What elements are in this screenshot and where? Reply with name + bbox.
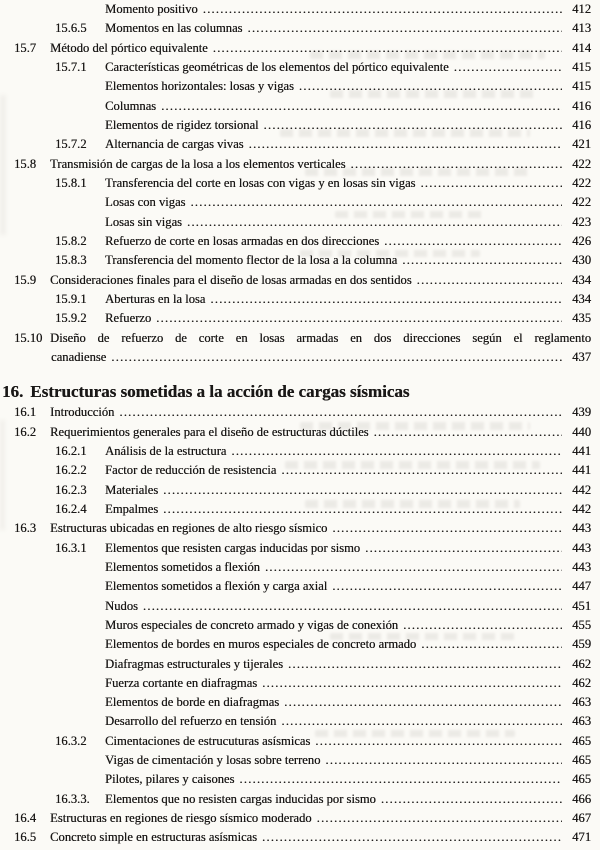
toc-entry (14, 99, 591, 118)
toc-dot-leader (231, 444, 562, 459)
toc-dot-leader (187, 215, 562, 230)
toc-entry-page: 415 (572, 79, 591, 94)
toc-dot-leader (210, 292, 562, 307)
toc-entry (14, 541, 591, 560)
toc-entry-page: 421 (572, 137, 591, 152)
toc-dot-leader (119, 405, 562, 420)
toc-dot-leader (161, 99, 562, 114)
toc-dot-leader (163, 502, 562, 517)
toc-entry (14, 195, 591, 214)
toc-entry-number: 16.1 (14, 405, 37, 420)
toc-entry-page: 462 (572, 656, 591, 671)
toc-entry (14, 830, 591, 849)
toc-entry-page: 412 (572, 2, 591, 16)
toc-entry-title: Transmisión de cargas de la losa a los elementos verticales (50, 156, 346, 171)
toc-entry-page: 442 (572, 482, 591, 497)
toc-entry-page: 443 (572, 521, 591, 536)
toc-dot-leader (417, 273, 562, 288)
toc-entry-number: 16.3 (14, 521, 37, 536)
toc-entry-title: Pilotes, pilares y caisones (105, 772, 235, 787)
toc-dot-leader (265, 560, 562, 575)
toc-entry (14, 234, 591, 253)
toc-dot-leader (384, 234, 562, 249)
toc-entry-number: 16.5 (14, 830, 37, 845)
toc-entry-title: Elementos horizontales: losas y vigas (105, 79, 294, 94)
toc-entry (14, 811, 591, 830)
toc-dot-leader (454, 60, 562, 75)
toc-entry-title: Requerimientos generales para el diseño de estructuras dúctiles (50, 424, 369, 439)
toc-dot-leader (420, 176, 562, 191)
toc-entry (14, 79, 591, 98)
toc-entry (14, 425, 591, 444)
toc-entry-number: 16.2.1 (55, 443, 87, 458)
toc-entry-page: 415 (572, 59, 591, 74)
toc-entry-page: 442 (572, 501, 591, 516)
toc-entry-number: 15.7.1 (55, 59, 87, 74)
chapter-title: Estructuras sometidas a la acción de cargas sísmicas (30, 382, 410, 402)
toc-entry-page: 462 (572, 675, 591, 690)
toc-entry (14, 714, 591, 733)
toc-entry-number: 15.8.1 (55, 175, 87, 190)
toc-entry-page: 441 (572, 443, 591, 458)
toc-entry-title: Vigas de cimentación y losas sobre terreno (105, 753, 321, 768)
toc-entry-title: Momentos en las columnas (105, 21, 243, 36)
toc-entry-number: 16.3.3. (55, 791, 90, 806)
toc-entry-title: Elementos de bordes en muros especiales de concreto armado (105, 637, 417, 652)
toc-entry-page: 426 (572, 233, 591, 248)
toc-entry-title: Losas sin vigas (105, 214, 182, 229)
toc-dot-leader (332, 579, 562, 594)
toc-dot-leader (325, 753, 562, 768)
toc-entry-title: Fuerza cortante en diafragmas (105, 675, 258, 690)
toc-dot-leader (315, 734, 562, 749)
toc-entry-title: Momento positivo (105, 2, 198, 16)
toc-dot-leader (262, 676, 562, 691)
toc-entry-page: 465 (572, 733, 591, 748)
toc-entry-page: 422 (572, 156, 591, 171)
toc-entry (14, 753, 591, 772)
toc-entry-title: Diseño de refuerzo de corte en losas armadas en dos direcciones según el reglamento (50, 330, 591, 345)
toc-entry-title: Factor de reducción de resistencia (105, 463, 277, 478)
toc-entry (14, 41, 591, 60)
toc-entry-title: Alternancia de cargas vivas (105, 137, 244, 152)
toc-dot-leader (281, 463, 562, 478)
toc-entry-title: canadiense (51, 349, 107, 364)
toc-dot-leader (374, 425, 562, 440)
toc-entry-number: 16.2 (14, 424, 37, 439)
toc-entry-title: Estructuras en regiones de riesgo sísmico moderado (50, 811, 312, 826)
toc-entry-number: 16.4 (14, 811, 37, 826)
toc-dot-leader (203, 2, 562, 17)
toc-entry-page: 435 (572, 311, 591, 326)
toc-entry-title: Nudos (105, 598, 138, 613)
toc-entry-number: 15.9 (14, 272, 37, 287)
toc-entry-page: 440 (572, 424, 591, 439)
toc-dot-leader (288, 657, 562, 672)
toc-entry-page: 434 (572, 272, 591, 287)
toc-entry (14, 618, 591, 637)
toc-dot-leader (365, 541, 562, 556)
toc-entry (14, 560, 591, 579)
toc-entry-list (2, 2, 591, 850)
toc-entry-page: 451 (572, 598, 591, 613)
toc-entry-number: 15.10 (14, 330, 43, 345)
toc-entry-title: Concreto simple en estructuras asísmicas (50, 830, 258, 845)
toc-entry (14, 521, 591, 540)
toc-entry (14, 273, 591, 292)
toc-entry (14, 253, 591, 272)
toc-entry-page: 434 (572, 291, 591, 306)
toc-entry (14, 215, 591, 234)
toc-dot-leader (421, 637, 562, 652)
toc-dot-leader (281, 714, 562, 729)
toc-entry-title: Análisis de la estructura (105, 443, 227, 458)
scan-artifact (0, 95, 6, 235)
toc-entry-page: 455 (572, 617, 591, 632)
toc-entry-page: 463 (572, 695, 591, 710)
toc-dot-leader (111, 350, 562, 365)
toc-entry (14, 792, 591, 811)
toc-entry-page: 414 (572, 40, 591, 55)
toc-entry-page: 466 (572, 791, 591, 806)
toc-dot-leader (299, 79, 562, 94)
toc-entry-page: 463 (572, 714, 591, 729)
toc-entry-title: Introducción (50, 405, 115, 420)
toc-entry-number: 16.3.1 (55, 540, 87, 555)
toc-entry (14, 772, 591, 791)
toc-entry-page: 423 (572, 214, 591, 229)
toc-entry (14, 2, 591, 21)
toc-entry-title: Método del pórtico equivalente (50, 40, 208, 55)
toc-dot-leader (403, 618, 562, 633)
toc-entry (14, 657, 591, 676)
toc-entry-page: 465 (572, 772, 591, 787)
toc-entry-page: 447 (572, 579, 591, 594)
toc-dot-leader (163, 483, 562, 498)
toc-entry (14, 502, 591, 521)
toc-dot-leader (402, 253, 562, 268)
toc-dot-leader (247, 21, 562, 36)
toc-entry-number: 15.7.2 (55, 137, 87, 152)
toc-entry-title: Características geométricas de los elementos del pórtico equivalente (105, 59, 449, 74)
toc-entry-title: Elementos de borde en diafragmas (105, 695, 280, 710)
toc-entry-title: Transferencia del momento flector de la losa a la columna (105, 253, 398, 268)
toc-entry-page: 465 (572, 753, 591, 768)
toc-dot-leader (317, 811, 562, 826)
toc-entry-page: 443 (572, 540, 591, 555)
toc-dot-leader (284, 695, 562, 710)
toc-entry-title: Desarrollo del refuerzo en tensión (105, 714, 277, 729)
toc-entry-page: 443 (572, 559, 591, 574)
toc-entry-page: 467 (572, 811, 591, 826)
toc-dot-leader (351, 157, 562, 172)
toc-entry-title: Refuerzo de corte en losas armadas en dos direcciones (105, 233, 380, 248)
toc-entry-title: Muros especiales de concreto armado y vigas de conexión (105, 617, 399, 632)
toc-entry-page: 416 (572, 117, 591, 132)
toc-entry-page: 422 (572, 195, 591, 210)
toc-dot-leader (249, 137, 562, 152)
toc-entry-title: Elementos sometidos a flexión (105, 559, 260, 574)
toc-entry (14, 444, 591, 463)
toc-entry-page: 439 (572, 405, 591, 420)
toc-entry (14, 157, 591, 176)
toc-dot-leader (190, 195, 562, 210)
toc-entry-title: Consideraciones finales para el diseño de losas armadas en dos sentidos (50, 272, 412, 287)
toc-entry (14, 463, 591, 482)
toc-entry (14, 137, 591, 156)
toc-entry (14, 405, 591, 424)
toc-dot-leader (332, 521, 562, 536)
toc-entry-title: Elementos que no resisten cargas inducidas por sismo (105, 791, 376, 806)
toc-entry (14, 695, 591, 714)
toc-entry-number: 16.2.2 (55, 463, 87, 478)
toc-entry (14, 311, 591, 330)
toc-entry (14, 599, 591, 618)
toc-entry-number: 15.9.1 (55, 291, 87, 306)
toc-dot-leader (262, 830, 562, 845)
toc-entry-title: Aberturas en la losa (105, 291, 206, 306)
toc-dot-leader (213, 41, 562, 56)
toc-entry-number: 16.3.2 (55, 733, 87, 748)
toc-entry (14, 118, 591, 137)
toc-dot-leader (156, 311, 562, 326)
toc-entry-page: 441 (572, 463, 591, 478)
toc-entry-number: 16.2.4 (55, 501, 87, 516)
toc-entry-number: 15.9.2 (55, 311, 87, 326)
toc-entry-number: 15.8.3 (55, 253, 87, 268)
toc-entry-title: Elementos de rigidez torsional (105, 117, 259, 132)
toc-entry-number: 15.8 (14, 156, 37, 171)
toc-dot-leader (239, 772, 562, 787)
toc-entry (14, 350, 591, 369)
toc-entry (14, 176, 591, 195)
toc-entry-page: 422 (572, 175, 591, 190)
toc-entry (14, 483, 591, 502)
toc-entry-title: Empalmes (105, 501, 159, 516)
toc-entry (14, 292, 591, 311)
toc-entry-number: 15.7 (14, 40, 37, 55)
toc-entry-title: Transferencia del corte en losas con vigas y en losas sin vigas (105, 175, 416, 190)
chapter-number: 16. (2, 382, 24, 402)
toc-entry-number: 15.8.2 (55, 233, 87, 248)
toc-entry-title: Losas con vigas (105, 195, 186, 210)
toc-dot-leader (381, 792, 562, 807)
toc-entry-title: Refuerzo (105, 311, 152, 326)
toc-entry-title: Elementos sometidos a flexión y carga axial (105, 579, 328, 594)
toc-entry-title: Columnas (105, 98, 157, 113)
toc-entry-title: Cimentaciones de estrucuturas asísmicas (105, 733, 311, 748)
toc-entry-number: 15.6.5 (55, 21, 87, 36)
toc-entry-page: 416 (572, 98, 591, 113)
toc-entry-page: 430 (572, 253, 591, 268)
toc-entry-number: 16.2.3 (55, 482, 87, 497)
toc-entry (14, 637, 591, 656)
toc-entry-title: Diafragmas estructurales y tijerales (105, 656, 283, 671)
toc-entry (14, 331, 591, 350)
toc-dot-leader (264, 118, 562, 133)
toc-entry (14, 734, 591, 753)
toc-entry-page: 459 (572, 637, 591, 652)
toc-entry-page: 413 (572, 21, 591, 36)
toc-entry-title: Estructuras ubicadas en regiones de alto riesgo sísmico (50, 521, 328, 536)
toc-entry (14, 60, 591, 79)
toc-entry-title: Materiales (105, 482, 159, 497)
toc-entry-page: 437 (572, 349, 591, 364)
toc-entry-page: 471 (572, 830, 591, 845)
toc-entry-title: Elementos que resisten cargas inducidas por sismo (105, 540, 361, 555)
toc-entry (14, 21, 591, 40)
toc-dot-leader (143, 599, 562, 614)
scan-artifact (0, 420, 5, 530)
chapter-heading (2, 382, 591, 405)
toc-entry (14, 579, 591, 598)
toc-entry (14, 676, 591, 695)
